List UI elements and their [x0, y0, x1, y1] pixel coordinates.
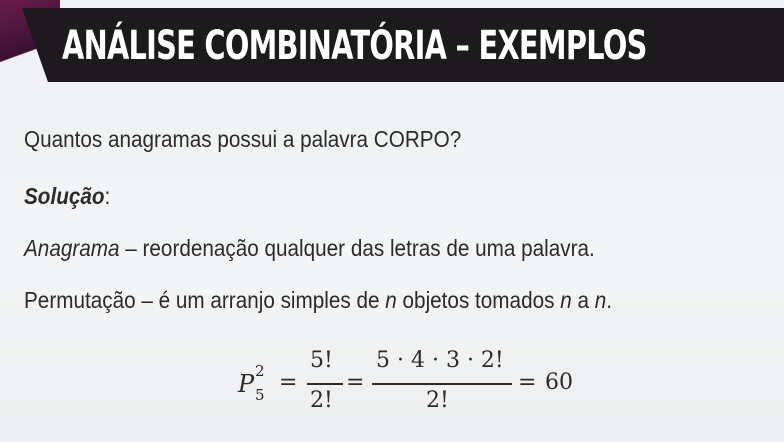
solution-heading [24, 183, 110, 210]
fraction-2-denominator: 2! [426, 388, 449, 413]
formula-equals-2: = [346, 370, 365, 395]
fraction-1-numerator: 5! [310, 348, 333, 373]
solution-colon: : [104, 183, 111, 209]
perm-end: . [606, 287, 613, 313]
page-title: ANÁLISE COMBINATÓRIA – EXEMPLOS [62, 23, 647, 69]
perm-n-1: n [385, 287, 397, 313]
question-text: Quantos anagramas possui a palavra CORPO? [24, 126, 462, 152]
formula-equals-1: = [279, 370, 298, 395]
formula-superscript: 2 [255, 362, 265, 380]
formula-equals-3: = [518, 370, 537, 395]
anagram-definition [24, 235, 595, 262]
perm-text-2: objetos tomados [396, 287, 561, 313]
solution-label: Solução [24, 183, 105, 209]
perm-text-3: a [571, 287, 595, 313]
formula-result: 60 [545, 370, 573, 395]
anagram-def-text: – reordenação qualquer das letras de uma palavra. [119, 235, 595, 261]
perm-text-1: Permutação – é um arranjo simples de [24, 287, 386, 313]
fraction-2-bar [372, 383, 512, 385]
formula-subscript: 5 [255, 386, 265, 404]
perm-n-2: n [560, 287, 572, 313]
fraction-1-denominator: 2! [310, 388, 333, 413]
fraction-2-numerator: 5 · 4 · 3 · 2! [376, 348, 504, 373]
formula-symbol: P [238, 370, 255, 398]
fraction-1-bar [307, 383, 343, 385]
anagram-term: Anagrama [24, 235, 120, 261]
perm-n-3: n [594, 287, 607, 313]
permutation-definition [24, 287, 612, 314]
